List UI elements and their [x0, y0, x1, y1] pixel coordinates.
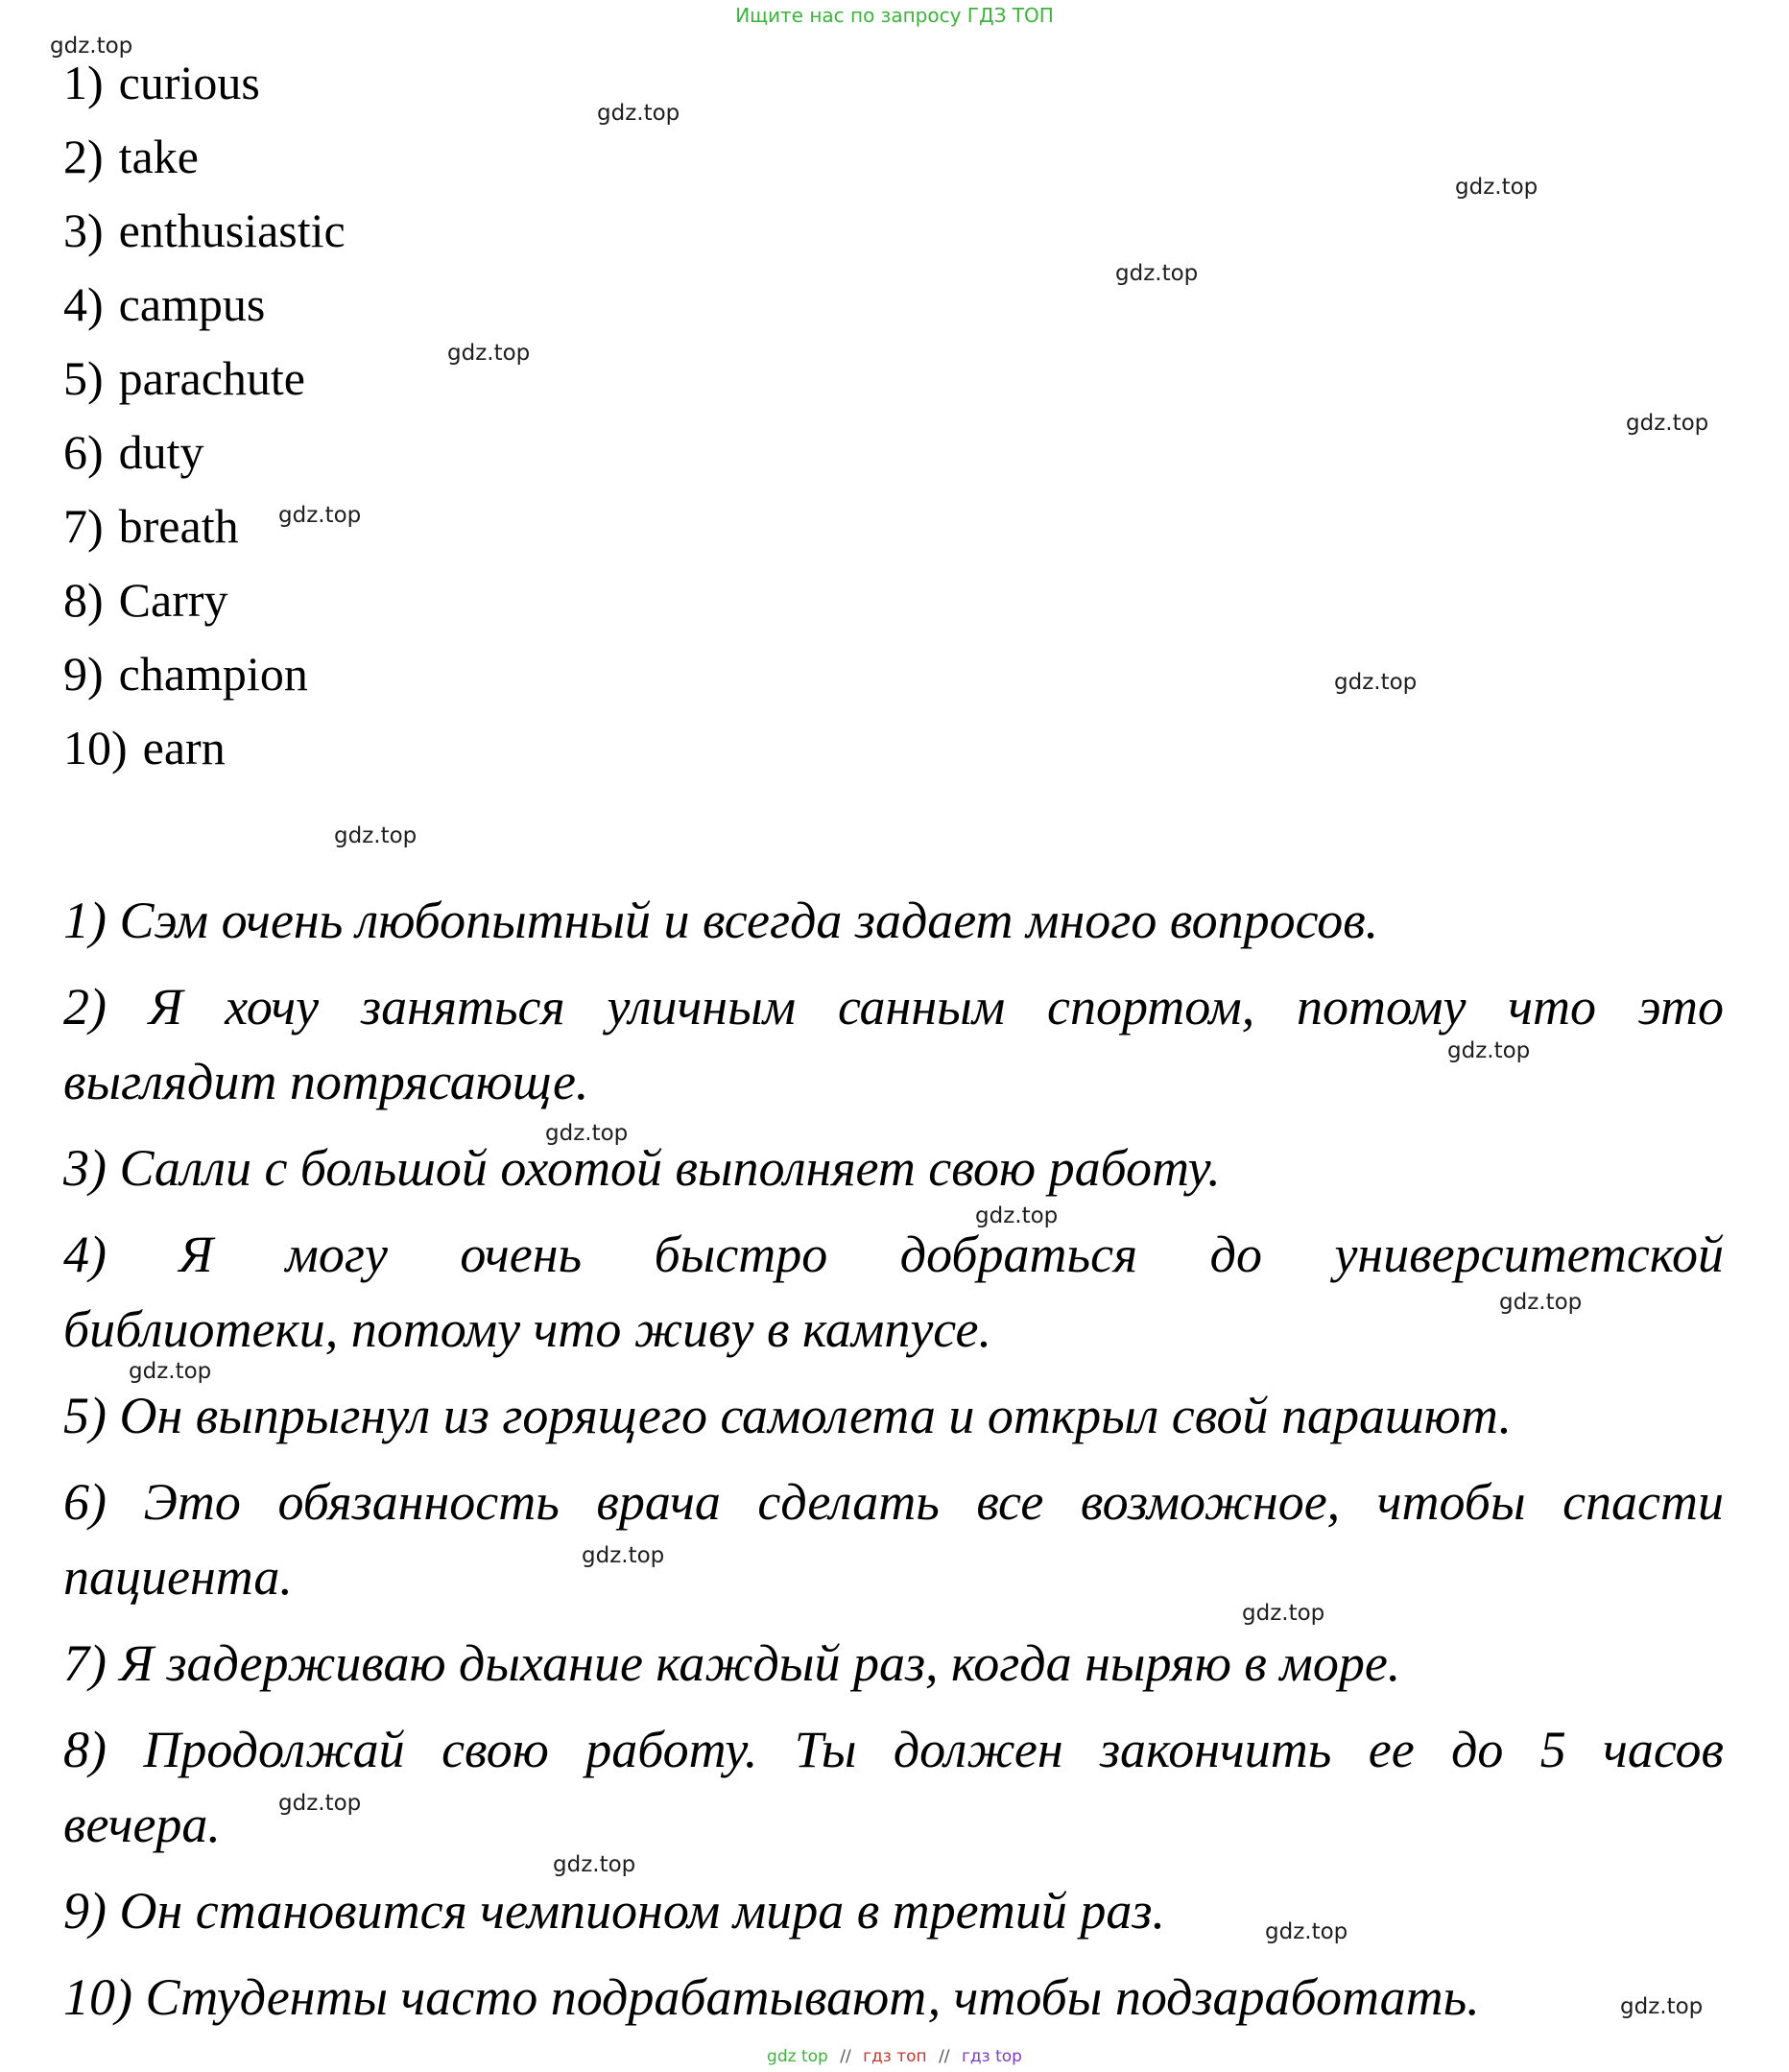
sentence-line: 10) Студенты часто подрабатывают, чтобы подзаработать. — [63, 1968, 1480, 2026]
watermark: gdz.top — [1455, 175, 1539, 200]
watermark: gdz.top — [597, 101, 680, 126]
sentence-line: пациента. — [63, 1548, 293, 1606]
word-number: 6) — [63, 425, 104, 479]
sentence-item — [63, 1131, 1724, 1205]
watermark: gdz.top — [1626, 411, 1709, 436]
watermark: gdz.top — [278, 503, 362, 528]
watermark: gdz.top — [582, 1543, 665, 1568]
sentence-item — [63, 969, 1724, 1119]
word-list-item — [63, 46, 346, 120]
word-list-item — [63, 489, 346, 563]
word-list-item — [63, 563, 346, 637]
watermark: gdz.top — [545, 1121, 629, 1146]
word-text: campus — [118, 277, 266, 331]
watermark: gdz.top — [447, 341, 531, 366]
word-list-item — [63, 194, 346, 268]
sentence-line: вечера. — [63, 1796, 221, 1853]
watermark: gdz.top — [1620, 1994, 1704, 2019]
sentence-item — [63, 1378, 1724, 1453]
word-number: 2) — [63, 130, 104, 183]
sentence-item — [63, 1465, 1724, 1614]
promo-banner: Ищите нас по запросу ГДЗ ТОП — [735, 4, 1054, 27]
watermark: gdz.top — [553, 1852, 636, 1877]
sentence-line: 1) Сэм очень любопытный и всегда задает много вопросов. — [63, 892, 1379, 949]
watermark: gdz.top — [975, 1203, 1059, 1228]
footer-brand-cyrillic: гдз топ — [863, 2047, 927, 2066]
word-text: take — [118, 130, 199, 183]
sentence-item — [63, 1960, 1724, 2035]
word-number: 5) — [63, 351, 104, 405]
watermark: gdz.top — [129, 1359, 212, 1384]
sentence-line: библиотеки, потому что живу в кампусе. — [63, 1300, 992, 1358]
word-list — [63, 46, 346, 785]
word-list-item — [63, 268, 346, 342]
sentence-item — [63, 1873, 1724, 1948]
watermark: gdz.top — [1334, 670, 1418, 695]
sentence-item — [63, 883, 1724, 958]
watermark: gdz.top — [334, 823, 417, 848]
sentence-list — [63, 883, 1724, 2046]
word-number: 7) — [63, 499, 104, 553]
word-number: 8) — [63, 573, 104, 627]
word-number: 1) — [63, 56, 104, 109]
sentence-line: 7) Я задерживаю дыхание каждый раз, когда ныряю в море. — [63, 1634, 1401, 1692]
footer-separator: // — [939, 2047, 950, 2066]
watermark: gdz.top — [1499, 1290, 1583, 1315]
watermark: gdz.top — [1242, 1601, 1325, 1626]
word-list-item — [63, 637, 346, 711]
word-text: earn — [142, 721, 226, 774]
word-number: 4) — [63, 277, 104, 331]
footer-separator: // — [840, 2047, 851, 2066]
sentence-line: 8) Продолжай свою работу. Ты должен закончить ее до 5 часов — [63, 1721, 1724, 1778]
sentence-item — [63, 1626, 1724, 1701]
watermark: gdz.top — [50, 34, 133, 59]
word-number: 9) — [63, 647, 104, 701]
word-list-item — [63, 342, 346, 416]
footer-brand-mixed: гдз top — [961, 2047, 1022, 2066]
sentence-line: 6) Это обязанность врача сделать все возможное, чтобы спасти — [63, 1473, 1724, 1531]
watermark: gdz.top — [1447, 1038, 1531, 1063]
sentence-line: выглядит потрясающе. — [63, 1053, 589, 1110]
word-text: champion — [118, 647, 308, 701]
word-text: Carry — [118, 573, 228, 627]
word-number: 3) — [63, 203, 104, 257]
sentence-line: 2) Я хочу заняться уличным санным спортом, потому что это — [63, 978, 1724, 1036]
word-text: curious — [118, 56, 260, 109]
sentence-line: 3) Салли с большой охотой выполняет свою работу. — [63, 1139, 1221, 1197]
sentence-item — [63, 1217, 1724, 1367]
footer-branding — [0, 2047, 1789, 2066]
watermark: gdz.top — [1115, 261, 1199, 286]
sentence-item — [63, 1712, 1724, 1862]
watermark: gdz.top — [278, 1791, 362, 1816]
footer-brand-latin: gdz top — [767, 2047, 828, 2066]
word-number: 10) — [63, 721, 128, 774]
word-text: parachute — [118, 351, 305, 405]
word-text: duty — [118, 425, 204, 479]
watermark: gdz.top — [1265, 1919, 1348, 1944]
sentence-line: 9) Он становится чемпионом мира в третий раз. — [63, 1882, 1165, 1940]
word-list-item — [63, 416, 346, 489]
word-text: breath — [118, 499, 239, 553]
sentence-line: 5) Он выпрыгнул из горящего самолета и открыл свой парашют. — [63, 1387, 1512, 1444]
word-list-item — [63, 711, 346, 785]
word-list-item — [63, 120, 346, 194]
word-text: enthusiastic — [118, 203, 346, 257]
sentence-line: 4) Я могу очень быстро добраться до университетской — [63, 1226, 1724, 1283]
